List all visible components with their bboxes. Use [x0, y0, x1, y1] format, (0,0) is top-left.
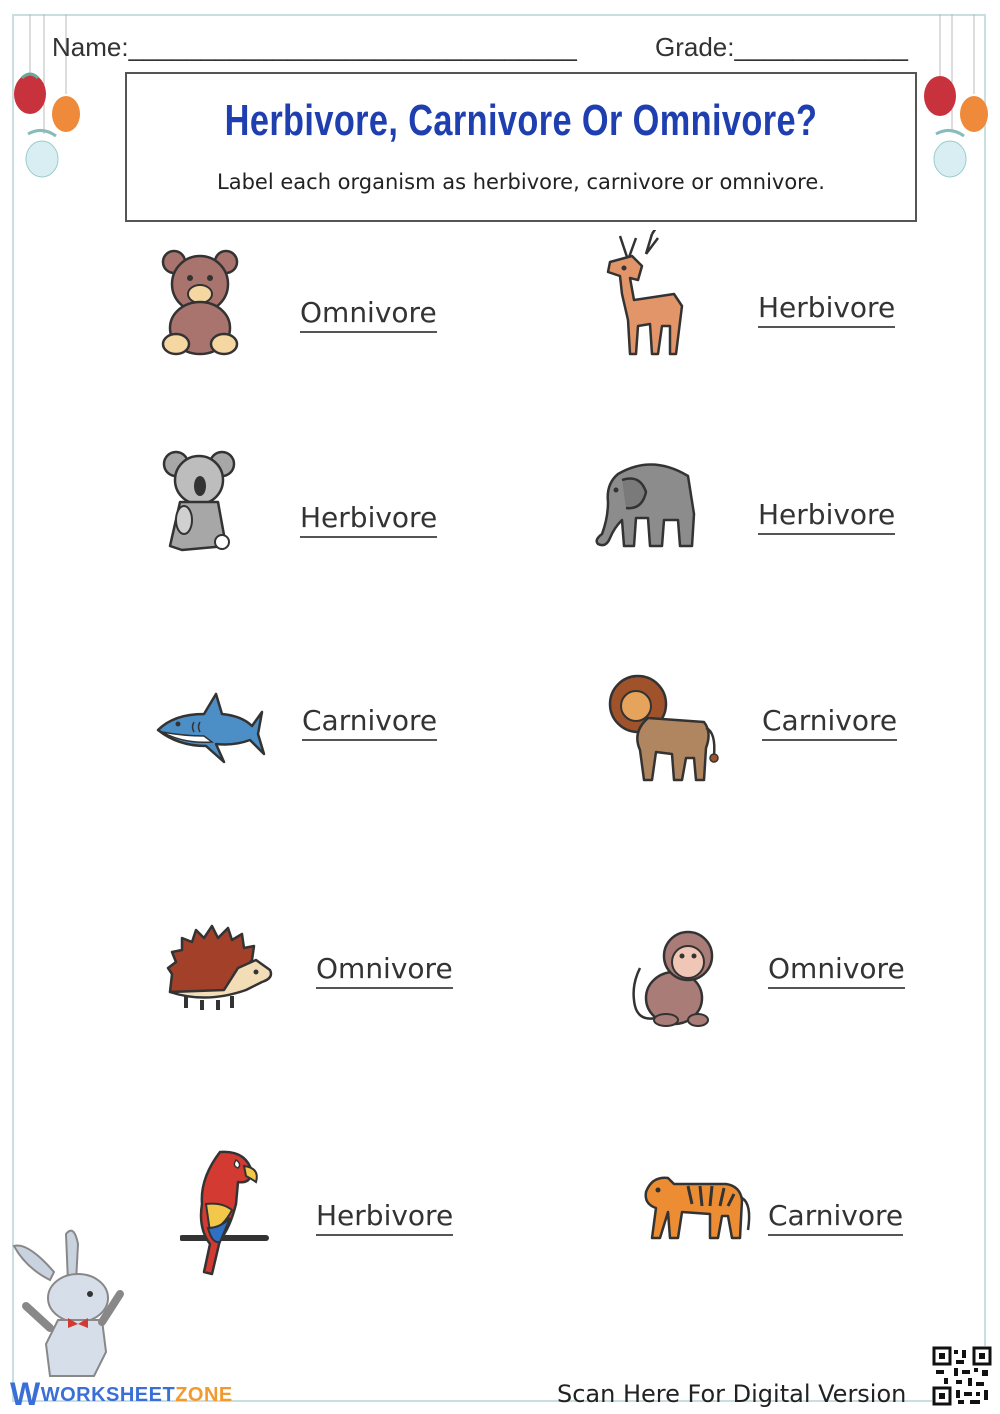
answer-field[interactable]: Omnivore	[300, 296, 437, 333]
deer-icon	[600, 230, 690, 358]
lion-icon	[608, 672, 720, 784]
answer-field[interactable]: Herbivore	[316, 1199, 453, 1236]
qr-code-icon[interactable]	[932, 1346, 992, 1406]
answer-field[interactable]: Carnivore	[762, 704, 897, 741]
tiger-icon	[642, 1170, 754, 1242]
parrot-icon	[180, 1148, 270, 1280]
hedgehog-icon	[166, 920, 278, 1012]
answer-field[interactable]: Herbivore	[758, 291, 895, 328]
bear-icon	[160, 246, 240, 358]
scan-text: Scan Here For Digital Version	[557, 1380, 907, 1408]
name-field[interactable]: Name:_______________________________	[52, 32, 577, 62]
instructions: Label each organism as herbivore, carnivore or omnivore.	[217, 170, 825, 194]
monkey-icon	[626, 928, 722, 1028]
grade-field[interactable]: Grade:____________	[655, 32, 909, 62]
logo-zone: ZONE	[175, 1384, 233, 1406]
logo-worksheet: WORKSHEET	[40, 1384, 176, 1406]
shark-icon	[154, 690, 266, 768]
page-title: Herbivore, Carnivore Or Omnivore?	[224, 96, 818, 145]
answer-field[interactable]: Herbivore	[758, 498, 895, 535]
christmas-ornaments-right-icon	[910, 14, 1000, 184]
answer-field[interactable]: Omnivore	[316, 952, 453, 989]
title-box	[125, 72, 917, 222]
koala-icon	[162, 446, 242, 558]
bunny-icon	[10, 1224, 130, 1384]
logo-mark: W	[10, 1376, 41, 1412]
answer-field[interactable]: Carnivore	[302, 704, 437, 741]
elephant-icon	[592, 458, 702, 552]
answer-field[interactable]: Omnivore	[768, 952, 905, 989]
worksheetzone-logo	[10, 1376, 233, 1413]
answer-field[interactable]: Carnivore	[768, 1199, 903, 1236]
answer-field[interactable]: Herbivore	[300, 501, 437, 538]
